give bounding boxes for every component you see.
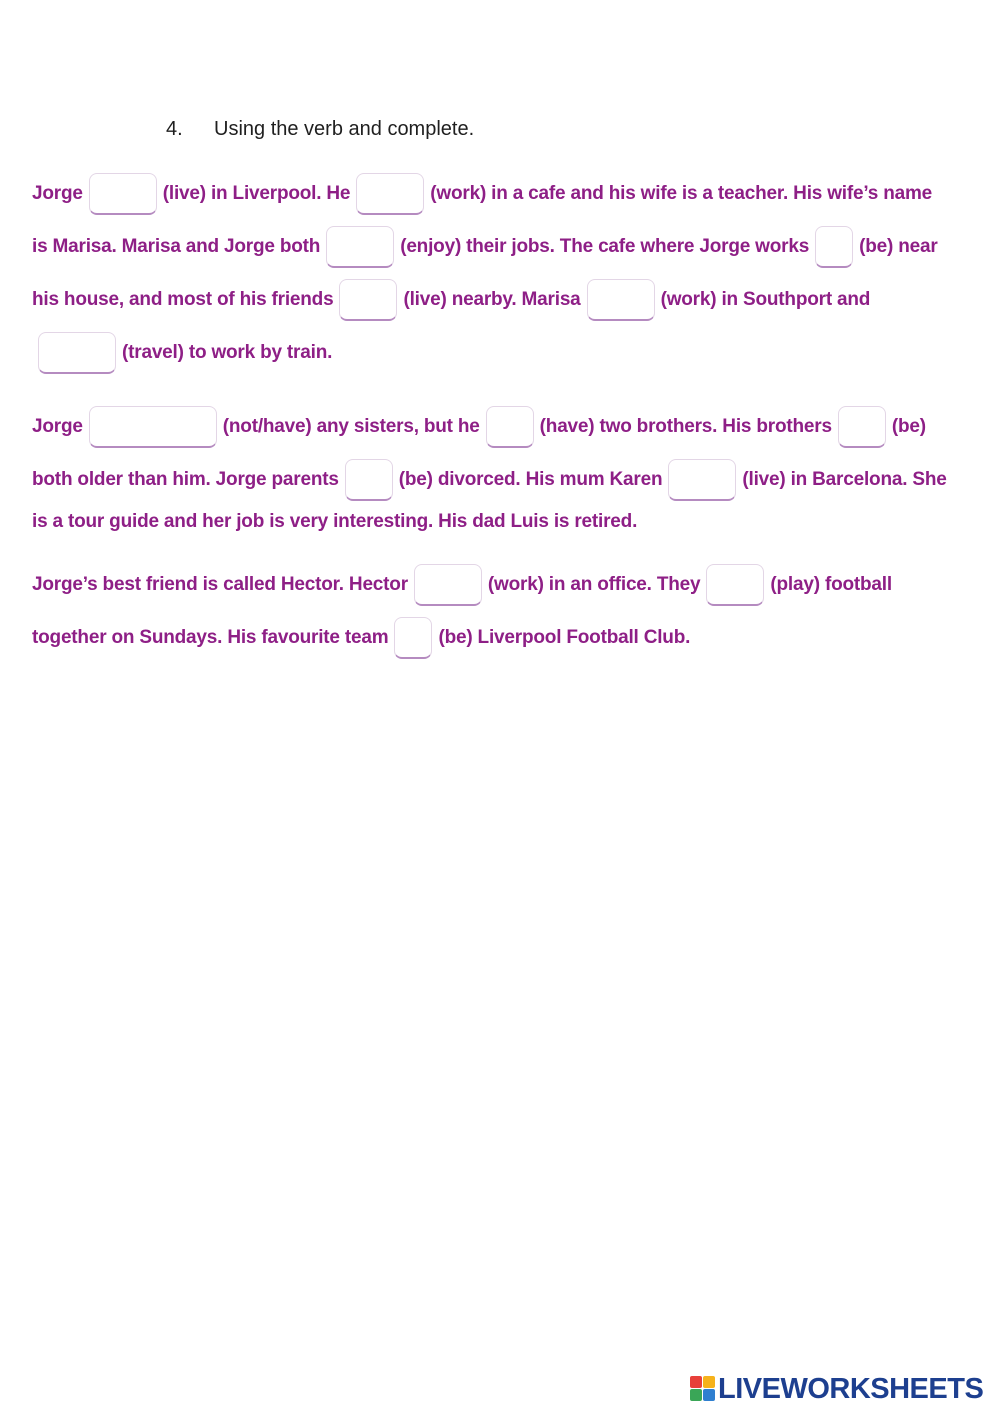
sentence-text: together on Sundays. His favourite team: [32, 627, 389, 648]
answer-input-15[interactable]: [394, 617, 432, 659]
sentence-text: (be): [891, 416, 926, 437]
answer-input-9[interactable]: [486, 406, 534, 448]
sentence-text: both older than him. Jorge parents: [32, 469, 339, 490]
answer-input-5[interactable]: [339, 279, 397, 321]
sentence-text: (work) in a cafe and his wife is a teacher. His wife’s name: [430, 183, 933, 204]
exercise-number: 4.: [166, 118, 183, 140]
sentence-text: (enjoy) their jobs. The cafe where Jorge works: [400, 236, 810, 257]
answer-input-1[interactable]: [89, 173, 157, 215]
sentence-text: (not/have) any sisters, but he: [222, 416, 480, 437]
exercise-line: [32, 172, 932, 216]
answer-input-11[interactable]: [345, 459, 393, 501]
sentence-text: Jorge’s best friend is called Hector. Hector: [32, 574, 408, 595]
exercise-line: [32, 278, 870, 322]
exercise-line: [32, 616, 690, 660]
sentence-text: (live) nearby. Marisa: [403, 289, 581, 310]
sentence-text: (work) in an office. They: [487, 574, 701, 595]
sentence-text: Jorge: [32, 183, 83, 204]
answer-input-4[interactable]: [815, 226, 853, 268]
exercise-line: [32, 563, 892, 607]
sentence-text: (be) near: [859, 236, 938, 257]
sentence-text: his house, and most of his friends: [32, 289, 334, 310]
exercise-line: [32, 225, 938, 269]
liveworksheets-logo-icon: [690, 1376, 716, 1402]
exercise-line: [32, 458, 947, 502]
exercise-instruction: [166, 118, 474, 141]
exercise-instruction-text: Using the verb and complete.: [214, 118, 475, 140]
exercise-line: [32, 405, 926, 449]
brand-name: LIVEWORKSHEETS: [718, 1372, 984, 1405]
sentence-text: is Marisa. Marisa and Jorge both: [32, 236, 321, 257]
answer-input-12[interactable]: [668, 459, 736, 501]
answer-input-10[interactable]: [838, 406, 886, 448]
sentence-text: (have) two brothers. His brothers: [539, 416, 832, 437]
exercise-line: [32, 500, 637, 544]
answer-input-6[interactable]: [587, 279, 655, 321]
sentence-text: (live) in Barcelona. She: [742, 469, 947, 490]
exercise-line: [32, 331, 332, 375]
answer-input-14[interactable]: [706, 564, 764, 606]
brand-logo: [690, 1372, 983, 1406]
answer-input-7[interactable]: [38, 332, 116, 374]
sentence-text: (be) Liverpool Football Club.: [438, 627, 691, 648]
answer-input-13[interactable]: [414, 564, 482, 606]
sentence-text: (play) football: [770, 574, 892, 595]
answer-input-3[interactable]: [326, 226, 394, 268]
answer-input-2[interactable]: [356, 173, 424, 215]
sentence-text: is a tour guide and her job is very interesting. His dad Luis is retired.: [32, 511, 638, 532]
sentence-text: (live) in Liverpool. He: [162, 183, 351, 204]
sentence-text: Jorge: [32, 416, 83, 437]
sentence-text: (work) in Southport and: [660, 289, 871, 310]
sentence-text: (travel) to work by train.: [122, 342, 333, 363]
answer-input-8[interactable]: [89, 406, 217, 448]
sentence-text: (be) divorced. His mum Karen: [398, 469, 663, 490]
